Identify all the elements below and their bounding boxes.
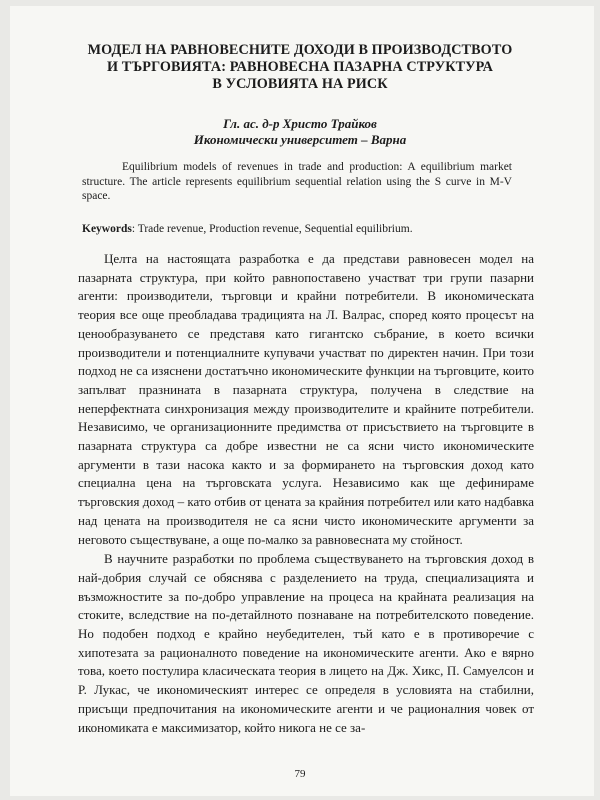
paper-title — [40, 42, 560, 93]
abstract-text: Equilibrium models of revenues in trade and production: A equilibrium market structure. The article represents equilibrium sequential relation using the S curve in M-V space. — [82, 161, 512, 202]
title-line-2: И ТЪРГОВИЯТА: РАВНОВЕСНА ПАЗАРНА СТРУКТУРА — [107, 59, 493, 75]
body-text — [78, 250, 534, 737]
keywords-text: : Trade revenue, Production revenue, Sequential equilibrium. — [131, 223, 413, 235]
title-line-1: МОДЕЛ НА РАВНОВЕСНИТЕ ДОХОДИ В ПРОИЗВОДСТВОТО — [87, 42, 513, 58]
page-number: 79 — [294, 768, 306, 780]
keywords-label: Keywords — [82, 223, 132, 235]
title-line-3: В УСЛОВИЯТА НА РИСК — [212, 76, 388, 92]
paragraph-1: Целта на настоящата разработка е да представи равновесен модел на пазарната структура, при който равнопоставено участват три групи пазарни агенти: производители, търговци и крайни потребители. В икономическата теория все още преобладава традицията на Л. Валрас, според която процесът на ценообразуването се представя като гигантско събрание, в което всички производители и потенциалните купувачи участват по директен начин. При този подход не са изяснени достатъчно икономическите функции на търговците, които запълват празнината в пазарната структура, получена в следствие на неперфектната синхронизация между производителите и крайните потребители. Независимо, че организационните предимства от присъствието на търговците в пазарната структура са добре известни не са ясни чисто икономическите аргументи в тази насока както и за формирането на търговския доход като специална цена на търговската услуга. Независимо как ще дефинираме търговския доход – като отбив от цената за крайния потребител или като надбавка над цената на производителя не са ясни чисто икономическите аргументи за неговото съществуване, а още по-малко за равновесната му стойност. — [78, 251, 534, 547]
author-affiliation: Икономически университет – Варна — [193, 132, 407, 147]
paragraph-2: В научните разработки по проблема съществуването на търговския доход в най-добрия случай се обяснява с разделението на труда, специализацията и възможностите за по-добро управление на процеса на крайната реализация на стоките, вследствие на по-детайлното познаване на потребителското поведение. Но подобен подход е крайно неубедителен, тъй като е в противоречие с хипотезата за рационалното поведение на икономическите агенти. Ако е вярно това, което постулира класическата теория в лицето на Дж. Хикс, П. Самуелсон и Р. Лукас, че икономическият интерес се определя в условията на стабилни, присъщи предпочитания на икономическите агенти и че рационалния човек от икономиката е максимизатор, който никога не се за- — [78, 551, 534, 735]
keywords-line — [82, 222, 522, 236]
abstract — [82, 160, 512, 204]
author-block — [70, 116, 530, 148]
author-name: Гл. ас. д-р Христо Трайков — [223, 116, 377, 131]
